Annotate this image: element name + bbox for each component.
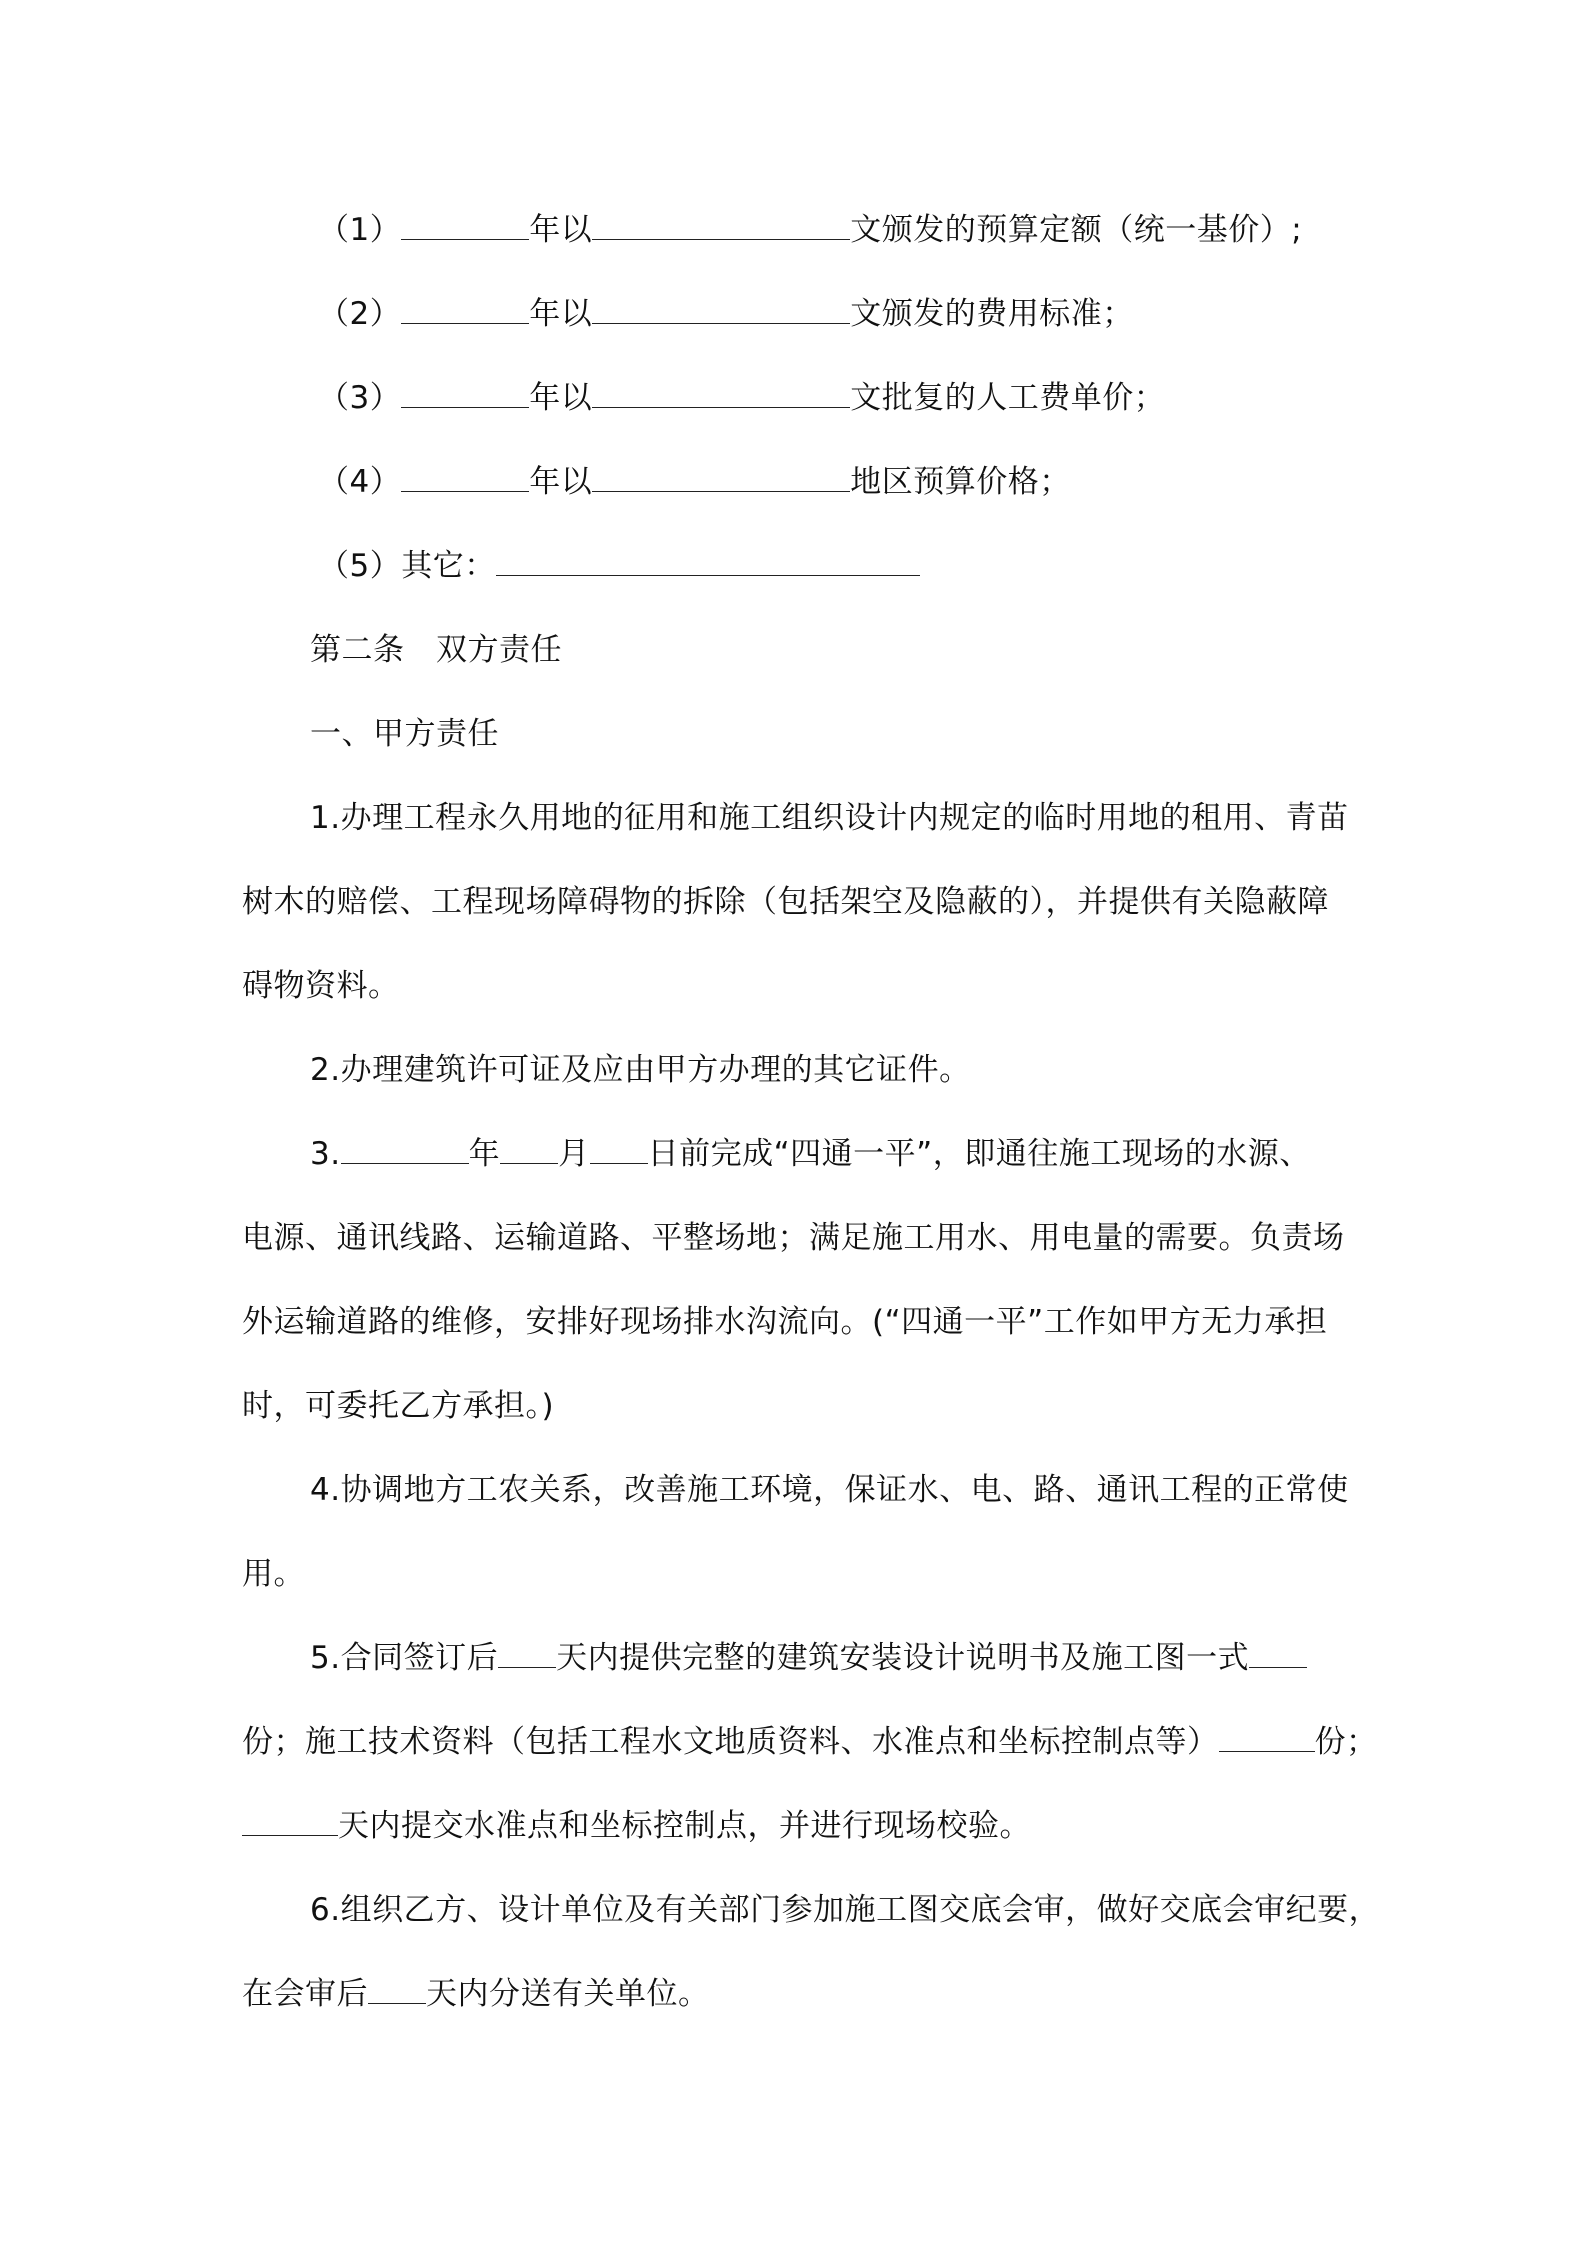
year-blank[interactable] xyxy=(401,463,529,492)
article-heading: 第二条 双方责任 xyxy=(310,632,562,668)
item-text: 文颁发的预算定额（统一基价）; xyxy=(850,212,1303,248)
paragraph-text: 日前完成“四通一平”，即通往施工现场的水源、 xyxy=(647,1136,1311,1172)
paragraph-line: 外运输道路的维修，安排好现场排水沟流向。(“四通一平”工作如甲方无力承担 xyxy=(242,1304,1328,1340)
paragraph-line: 树木的赔偿、工程现场障碍物的拆除（包括架空及隐蔽的），并提供有关隐蔽障 xyxy=(242,884,1329,920)
item-number: （2） xyxy=(318,296,402,332)
year-blank[interactable] xyxy=(401,211,529,240)
paragraph-line: 电源、通讯线路、运输道路、平整场地；满足施工用水、用电量的需要。负责场 xyxy=(242,1220,1345,1256)
document-blank[interactable] xyxy=(592,379,850,408)
month-blank[interactable] xyxy=(500,1135,558,1164)
paragraph-line xyxy=(310,1638,1307,1678)
item-number: （1） xyxy=(318,212,402,248)
item-number: （3） xyxy=(318,380,402,416)
paragraph-text: 3. xyxy=(310,1136,341,1172)
copies-blank[interactable] xyxy=(1249,1639,1307,1668)
paragraph-text: 天内提交水准点和坐标控制点，并进行现场校验。 xyxy=(338,1808,1031,1844)
paragraph-line xyxy=(242,1722,1378,1762)
item-text: 年以 xyxy=(529,464,593,500)
paragraph-text: 份；施工技术资料（包括工程水文地质资料、水准点和坐标控制点等） xyxy=(242,1724,1219,1760)
paragraph-text: 天内提供完整的建筑安装设计说明书及施工图一式 xyxy=(556,1640,1250,1676)
item-number: （4） xyxy=(318,464,402,500)
paragraph-text: 份； xyxy=(1314,1724,1378,1760)
paragraph-text: 年 xyxy=(468,1136,501,1172)
document-blank[interactable] xyxy=(592,295,850,324)
paragraph-text: 在会审后 xyxy=(242,1976,368,2012)
item-3 xyxy=(318,378,1165,418)
days-blank[interactable] xyxy=(242,1807,338,1836)
year-blank[interactable] xyxy=(401,379,529,408)
day-blank[interactable] xyxy=(590,1135,648,1164)
item-2 xyxy=(318,294,1134,334)
year-blank[interactable] xyxy=(341,1135,469,1164)
item-text: 年以 xyxy=(529,380,593,416)
item-text: 年以 xyxy=(529,296,593,332)
paragraph-line: 碍物资料。 xyxy=(242,968,400,1004)
item-5 xyxy=(318,546,920,586)
item-text: 文批复的人工费单价； xyxy=(850,380,1166,416)
item-text: （5）其它： xyxy=(318,548,496,584)
paragraph-line: 4.协调地方工农关系，改善施工环境，保证水、电、路、通讯工程的正常使 xyxy=(310,1472,1349,1508)
days-blank[interactable] xyxy=(498,1639,556,1668)
paragraph-line: 用。 xyxy=(242,1556,305,1592)
days-blank[interactable] xyxy=(368,1975,426,2004)
paragraph-line: 6.组织乙方、设计单位及有关部门参加施工图交底会审，做好交底会审纪要， xyxy=(310,1892,1381,1928)
item-text: 文颁发的费用标准； xyxy=(850,296,1134,332)
paragraph-line xyxy=(310,1134,1311,1174)
paragraph-line xyxy=(242,1806,1031,1846)
document-blank[interactable] xyxy=(592,463,850,492)
other-blank[interactable] xyxy=(496,547,920,576)
paragraph-text: 天内分送有关单位。 xyxy=(426,1976,710,2012)
item-1 xyxy=(318,210,1302,250)
paragraph-line: 时，可委托乙方承担。) xyxy=(242,1388,555,1424)
paragraph-line: 2.办理建筑许可证及应由甲方办理的其它证件。 xyxy=(310,1052,971,1088)
year-blank[interactable] xyxy=(401,295,529,324)
paragraph-line xyxy=(242,1974,710,2014)
paragraph-text: 5.合同签订后 xyxy=(310,1640,499,1676)
copies-blank[interactable] xyxy=(1219,1723,1315,1752)
document-blank[interactable] xyxy=(592,211,850,240)
paragraph-text: 月 xyxy=(558,1136,590,1172)
section-heading: 一、甲方责任 xyxy=(310,716,499,752)
paragraph-line: 1.办理工程永久用地的征用和施工组织设计内规定的临时用地的租用、青苗 xyxy=(310,800,1349,836)
item-text: 地区预算价格； xyxy=(850,464,1071,500)
item-4 xyxy=(318,462,1071,502)
item-text: 年以 xyxy=(529,212,593,248)
